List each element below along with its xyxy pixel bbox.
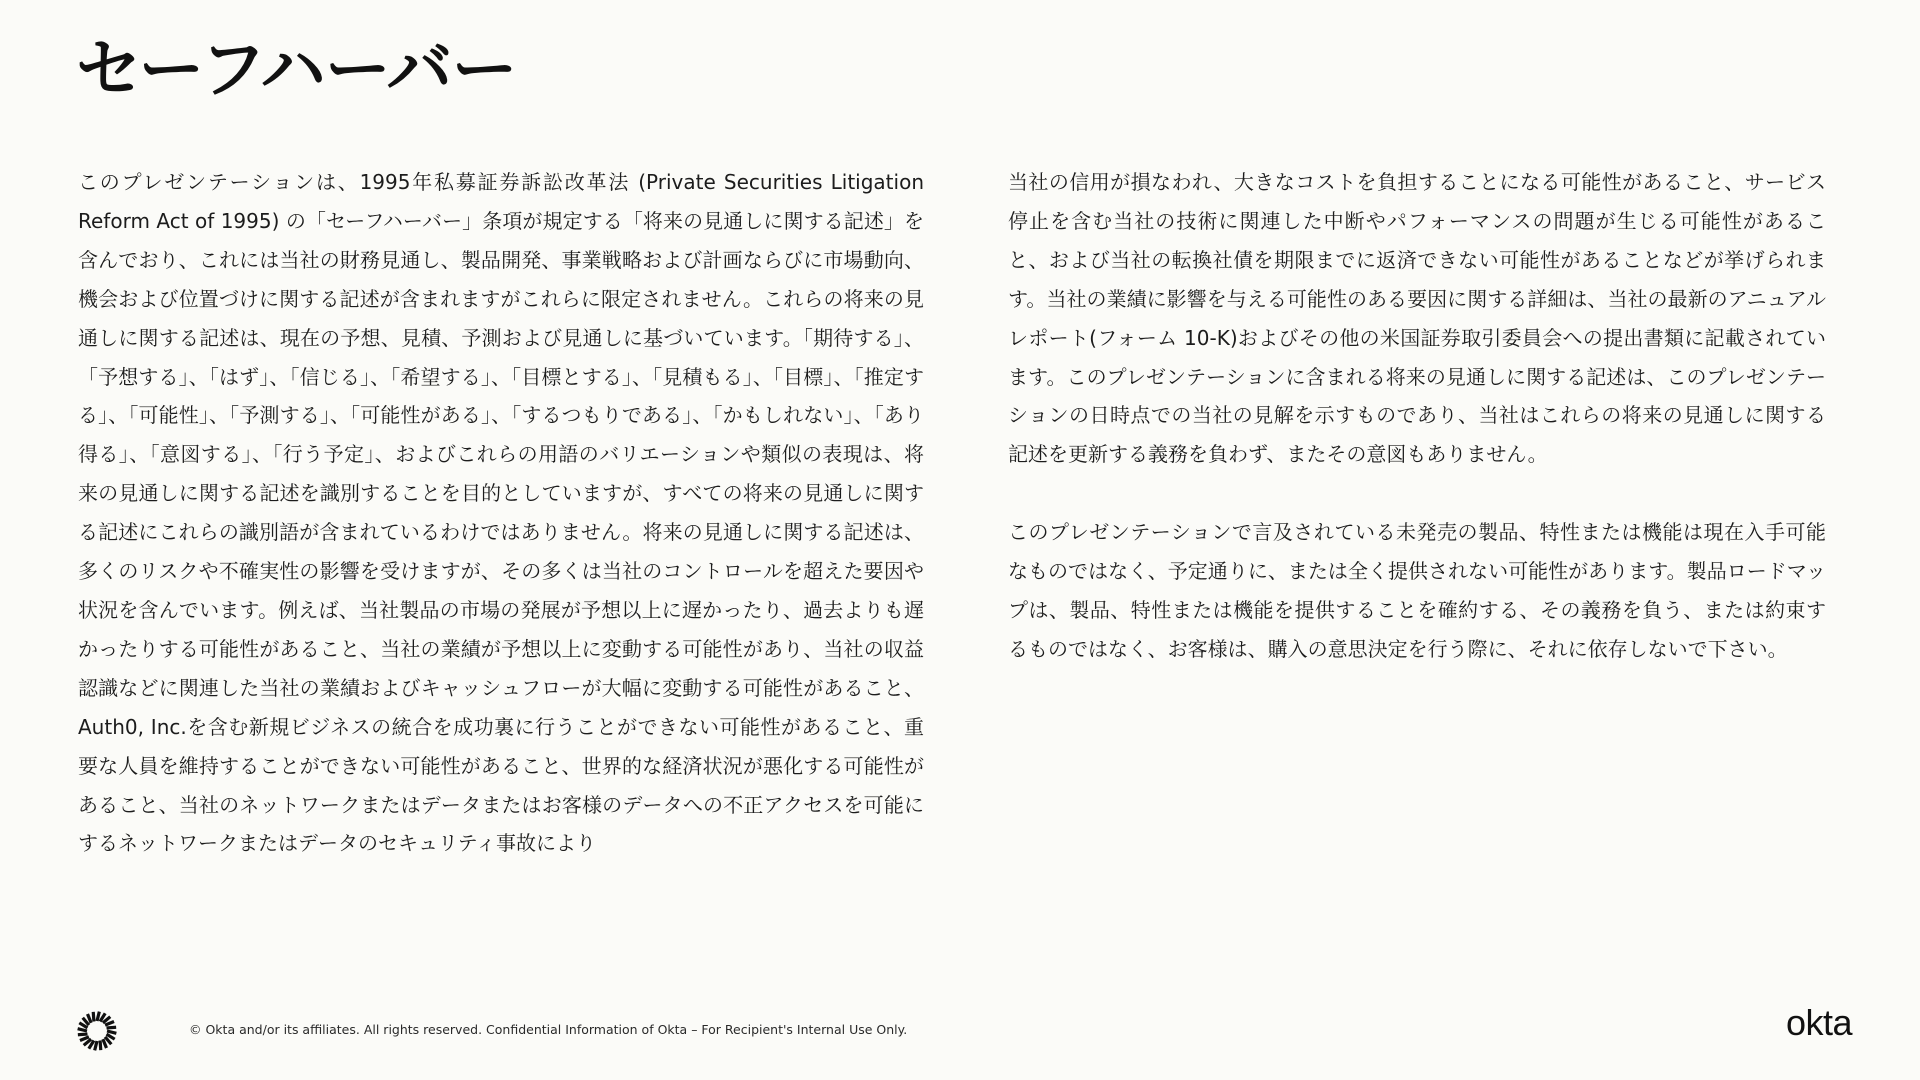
body-right-column xyxy=(1008,163,1826,669)
okta-wordmark: okta xyxy=(1785,1002,1852,1043)
okta-sunburst-icon xyxy=(76,1010,118,1052)
body-left-column xyxy=(78,163,924,863)
safe-harbor-paragraph-2: 当社の信用が損なわれ、大きなコストを負担することになる可能性があること、サービス停止を含む当社の技術に関連した中断やパフォーマンスの問題が生じる可能性があること、および当社の転換社債を期限までに返済できない可能性があることなどが挙げられます。当社の業績に影響を与える可能性のある要因に関する詳細は、当社の最新のアニュアルレポート(フォーム 10-K)およびその他の米国証券取引委員会への提出書類に記載されています。このプレゼンテーションに含まれる将来の見通しに関する記述は、このプレゼンテーションの日時点での当社の見解を示すものであり、当社はこれらの将来の見通しに関する記述を更新する義務を負わず、またその意図もありません。 xyxy=(1008,170,1826,467)
footer-copyright: © Okta and/or its affiliates. All rights reserved. Confidential Information of Okta – For Recipient's Internal Use Only. xyxy=(189,1022,908,1037)
safe-harbor-paragraph-1: このプレゼンテーションは、1995年私募証券訴訟改革法 (Private Securities Litigation Reform Act of 1995) の「セーフハーバー」条項が規定する「将来の見通しに関する記述」を含んでおり、これには当社の財務見通し、製品開発、事業戦略および計画ならびに市場動向、機会および位置づけに関する記述が含まれますがこれらに限定されません。これらの将来の見通しに関する記述は、現在の予想、見積、予測および見通しに基づいています。「期待する」、「予想する」、「はず」、「信じる」、「希望する」、「目標とする」、「見積もる」、「目標」、「推定する」、「可能性」、「予測する」、「可能性がある」、「するつもりである」、「かもしれない」、「あり得る」、「意図する」、「行う予定」、およびこれらの用語のバリエーションや類似の表現は、将来の見通しに関する記述を識別することを目的としていますが、すべての将来の見通しに関する記述にこれらの識別語が含まれているわけではありません。将来の見通しに関する記述は、多くのリスクや不確実性の影響を受けますが、その多くは当社のコントロールを超えた要因や状況を含んでいます。例えば、当社製品の市場の発展が予想以上に遅かったり、過去よりも遅かったりする可能性があること、当社の業績が予想以上に変動する可能性があり、当社の収益認識などに関連した当社の業績およびキャッシュフローが大幅に変動する可能性があること、Auth0, Inc.を含む新規ビジネスの統合を成功裏に行うことができない可能性があること、重要な人員を維持することができない可能性があること、世界的な経済状況が悪化する可能性があること、当社のネットワークまたはデータまたはお客様のデータへの不正アクセスを可能にするネットワークまたはデータのセキュリティ事故により xyxy=(78,170,924,856)
safe-harbor-paragraph-3: このプレゼンテーションで言及されている未発売の製品、特性または機能は現在入手可能なものではなく、予定通りに、または全く提供されない可能性があります。製品ロードマップは、製品、特性または機能を提供することを確約する、その義務を負う、または約束するものではなく、お客様は、購入の意思決定を行う際に、それに依存しないで下さい。 xyxy=(1008,520,1826,661)
slide-title: セーフハーバー xyxy=(76,31,517,108)
